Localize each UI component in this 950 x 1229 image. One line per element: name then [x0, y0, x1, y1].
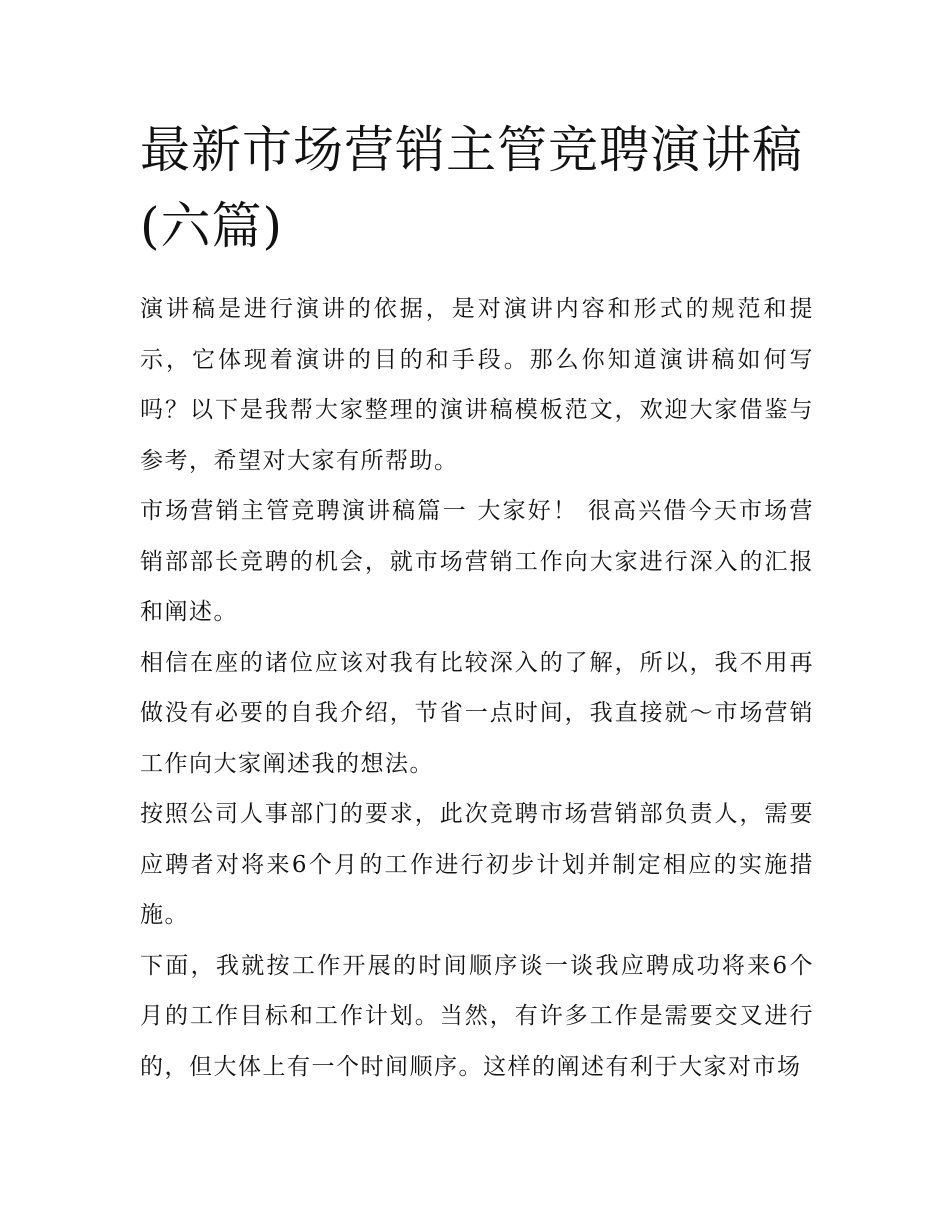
document-body: [140, 284, 814, 1092]
paragraph-self-intro: 相信在座的诸位应该对我有比较深入的了解，所以，我不用再做没有必要的自我介绍，节省一点时间，我直接就～市场营销工作向大家阐述我的想法。: [140, 649, 814, 777]
paragraph-requirements: 按照公司人事部门的要求，此次竞聘市场营销部负责人，需要应聘者对将来6个月的工作进行初步计划并制定相应的实施措施。: [140, 801, 814, 928]
document-page: [140, 112, 814, 1092]
paragraph-intro: 演讲稿是进行演讲的依据，是对演讲内容和形式的规范和提示，它体现着演讲的目的和手段。那么你知道演讲稿如何写吗？以下是我帮大家整理的演讲稿模板范文，欢迎大家借鉴与参考，希望对大家有所帮助。: [140, 296, 814, 474]
paragraph-greeting: 市场营销主管竞聘演讲稿篇一 大家好！ 很高兴借今天市场营销部部长竞聘的机会，就市场营销工作向大家进行深入的汇报和阐述。: [140, 498, 814, 625]
paragraph-plan: 下面，我就按工作开展的时间顺序谈一谈我应聘成功将来6个月的工作目标和工作计划。当然，有许多工作是需要交叉进行的，但大体上有一个时间顺序。这样的阐述有利于大家对市场: [140, 952, 814, 1080]
document-title: 最新市场营销主管竞聘演讲稿(六篇): [140, 121, 803, 255]
